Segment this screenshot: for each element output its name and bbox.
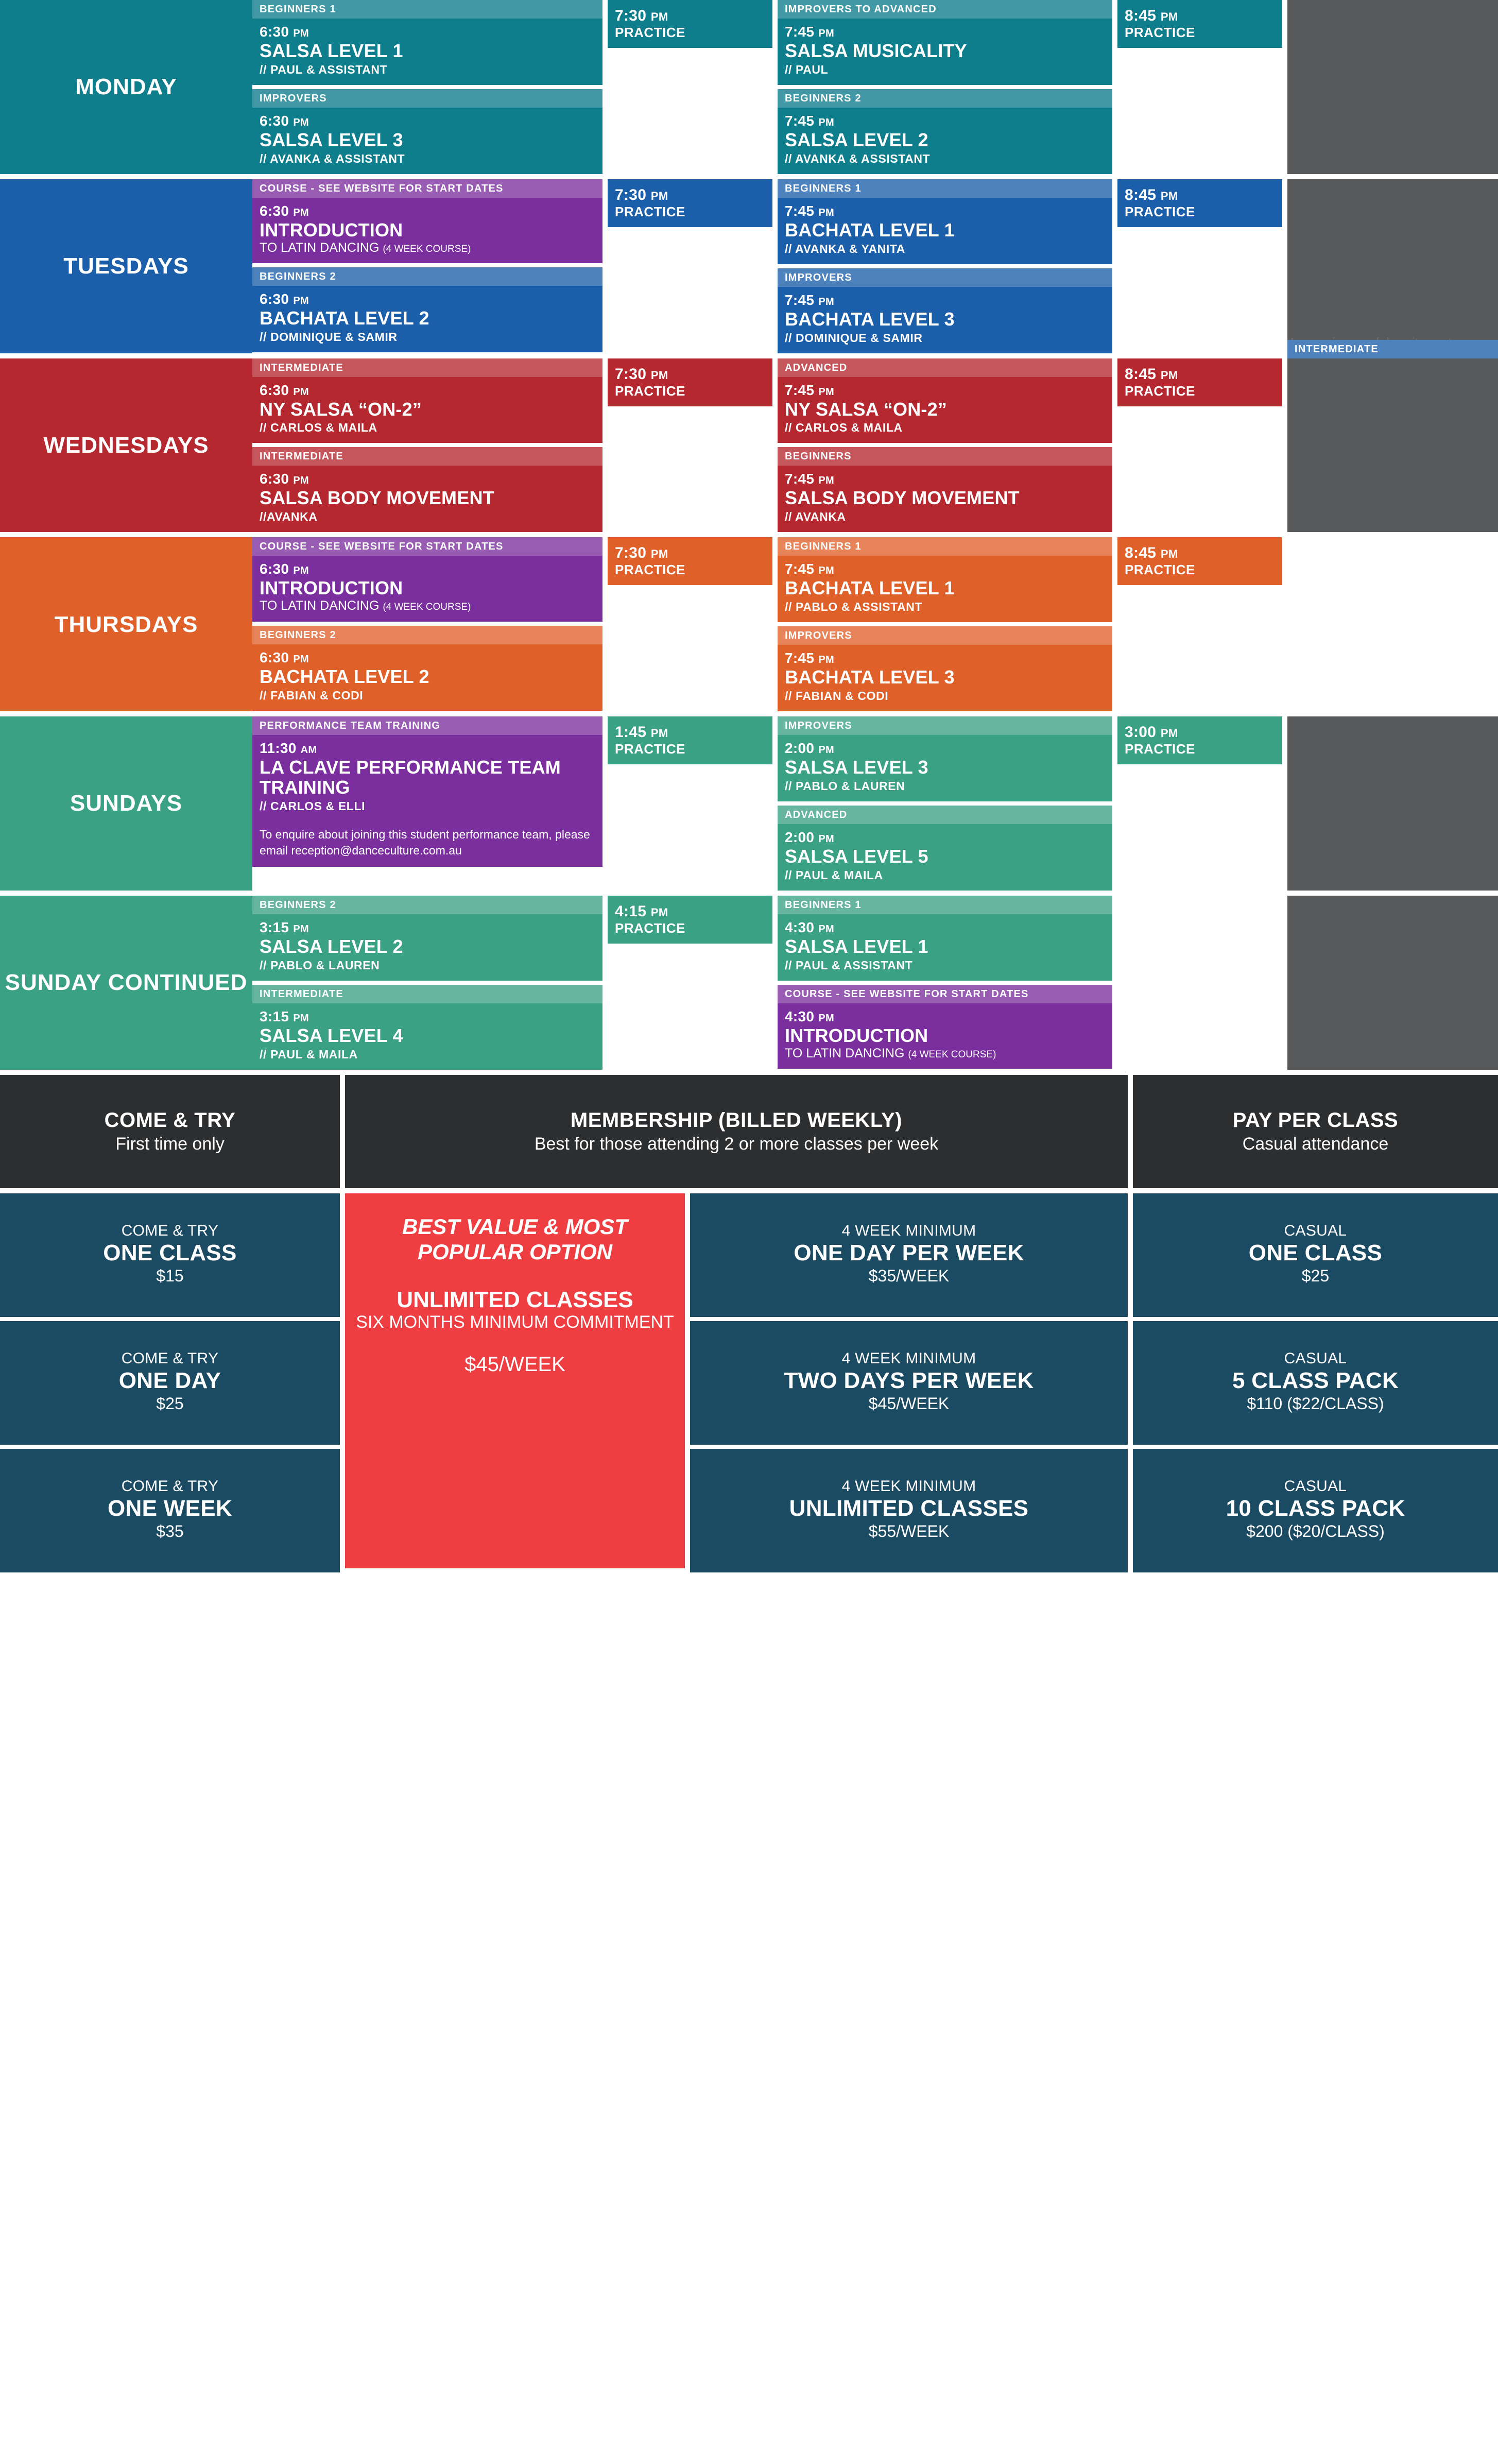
casual-column [1133, 1193, 1498, 1572]
class-card[interactable] [252, 985, 602, 1070]
class-time: 4:30 PM [785, 1008, 834, 1024]
class-card-body [778, 377, 1112, 443]
class-column-2 [778, 358, 1117, 533]
class-subtitle: TO LATIN DANCING (4 WEEK COURSE) [785, 1046, 996, 1060]
class-level-header: IMPROVERS [778, 626, 1112, 645]
practice-label: PRACTICE [615, 920, 685, 936]
class-instructors: // AVANKA [785, 510, 846, 524]
practice-time: 8:45 PM [1125, 544, 1178, 562]
class-subtitle: TO LATIN DANCING (4 WEEK COURSE) [260, 240, 471, 255]
class-title: LA CLAVE PERFORMANCE TEAM TRAINING [260, 757, 561, 798]
class-time: 3:15 PM [260, 1008, 309, 1024]
class-time: 6:30 PM [260, 202, 309, 219]
class-level-header: INTERMEDIATE [252, 358, 602, 377]
class-column-2 [778, 537, 1117, 711]
day-label-sunday-continued: SUNDAY CONTINUED [0, 896, 252, 1070]
class-card[interactable] [252, 626, 602, 711]
class-time: 6:30 PM [260, 291, 309, 307]
class-card-body [778, 735, 1112, 801]
practice-label: PRACTICE [1125, 203, 1195, 219]
class-card[interactable] [778, 0, 1112, 85]
class-title: BACHATA LEVEL 1 [785, 577, 955, 599]
pricing-header-subtitle: Casual attendance [1242, 1134, 1389, 1154]
price-amount: $25 [156, 1394, 184, 1413]
price-option[interactable] [690, 1449, 1128, 1572]
class-title: INTRODUCTION [785, 1024, 928, 1046]
come-and-try-column [0, 1193, 340, 1572]
membership-column [690, 1193, 1128, 1572]
price-amount: $200 ($20/CLASS) [1246, 1522, 1385, 1541]
practice-block[interactable] [608, 896, 772, 944]
class-time: 7:45 PM [785, 202, 834, 219]
class-title: NY SALSA “ON-2” [260, 398, 422, 420]
class-card-body [778, 19, 1112, 85]
practice-column-2 [1117, 179, 1287, 353]
class-title: SALSA LEVEL 4 [260, 1024, 403, 1046]
feature-price: $45/WEEK [464, 1353, 565, 1376]
practice-block[interactable] [608, 537, 772, 585]
class-title: SALSA MUSICALITY [785, 40, 967, 61]
price-option[interactable] [1133, 1449, 1498, 1572]
class-title: SALSA LEVEL 3 [260, 129, 403, 150]
class-title: BACHATA LEVEL 3 [785, 308, 955, 330]
pricing-header-2 [345, 1075, 1128, 1188]
price-option[interactable] [1133, 1193, 1498, 1317]
class-title: SALSA LEVEL 2 [785, 129, 928, 150]
class-level-header: BEGINNERS 1 [252, 0, 602, 19]
practice-label: PRACTICE [615, 741, 685, 757]
practice-label: PRACTICE [1125, 562, 1195, 578]
pricing-header-subtitle: Best for those attending 2 or more classes per week [534, 1134, 939, 1154]
class-level-header: PERFORMANCE TEAM TRAINING [252, 716, 602, 735]
feature-terms: SIX MONTHS MINIMUM COMMITMENT [356, 1312, 674, 1332]
practice-block[interactable] [1117, 716, 1282, 764]
class-card[interactable] [778, 537, 1112, 622]
practice-column-1 [608, 537, 778, 711]
filler-wrap [1287, 179, 1498, 353]
class-card[interactable] [778, 89, 1112, 174]
class-instructors: // FABIAN & CODI [785, 689, 889, 703]
class-title: SALSA BODY MOVEMENT [260, 487, 494, 509]
practice-column-1 [608, 896, 778, 1070]
class-card-body [252, 556, 602, 622]
class-level-header: IMPROVERS [252, 89, 602, 108]
class-level-header: IMPROVERS TO ADVANCED [778, 0, 1112, 19]
class-card[interactable] [252, 716, 602, 867]
feature-title: UNLIMITED CLASSES [397, 1287, 633, 1312]
price-kicker: CASUAL [1284, 1349, 1347, 1367]
price-name: 10 CLASS PACK [1226, 1495, 1405, 1521]
class-card[interactable] [778, 358, 1112, 443]
last-column [1287, 0, 1498, 174]
class-title: INTRODUCTION [260, 577, 403, 599]
day-row [0, 0, 1498, 179]
class-card-body [252, 644, 602, 711]
class-time: 6:30 PM [260, 649, 309, 665]
class-time: 7:45 PM [785, 650, 834, 666]
grey-filler [1287, 896, 1498, 1070]
class-card-body [252, 735, 602, 867]
class-column-2 [778, 179, 1117, 353]
class-time: 7:45 PM [785, 24, 834, 40]
class-card-body [252, 1003, 602, 1070]
class-card-body [778, 645, 1112, 711]
grey-filler [1287, 0, 1498, 174]
class-instructors: // PAUL & MAILA [785, 868, 883, 882]
day-body [252, 716, 1498, 891]
class-card[interactable] [778, 626, 1112, 711]
class-instructors: // AVANKA & YANITA [785, 242, 906, 255]
class-level-header: BEGINNERS 2 [252, 896, 602, 914]
class-column-2 [778, 896, 1117, 1070]
practice-time: 8:45 PM [1125, 186, 1178, 203]
price-kicker: COME & TRY [121, 1349, 219, 1367]
price-kicker: COME & TRY [121, 1477, 219, 1495]
practice-column-1 [608, 0, 778, 174]
feature-column [345, 1193, 685, 1572]
class-title: SALSA LEVEL 2 [260, 935, 403, 957]
class-instructors: // AVANKA & ASSISTANT [260, 151, 405, 165]
day-row [0, 716, 1498, 896]
class-card-body [778, 466, 1112, 532]
class-title: SALSA LEVEL 1 [785, 935, 928, 957]
class-level-header: BEGINNERS 2 [778, 89, 1112, 108]
class-level-header: COURSE - SEE WEBSITE FOR START DATES [252, 537, 602, 556]
last-column [1287, 537, 1498, 711]
day-label-sundays: SUNDAYS [0, 716, 252, 891]
practice-column-2 [1117, 896, 1287, 1070]
best-value-option[interactable] [345, 1193, 685, 1568]
class-time: 6:30 PM [260, 24, 309, 40]
class-card[interactable] [778, 985, 1112, 1069]
price-amount: $110 ($22/CLASS) [1247, 1394, 1384, 1413]
price-name: UNLIMITED CLASSES [789, 1495, 1029, 1521]
class-card-body [778, 1003, 1112, 1069]
pricing-header-subtitle: First time only [115, 1134, 225, 1154]
practice-column-1 [608, 716, 778, 891]
practice-block[interactable] [1117, 537, 1282, 585]
class-title: BACHATA LEVEL 2 [260, 665, 429, 687]
class-card[interactable] [252, 358, 602, 443]
pricing-header-title: MEMBERSHIP (BILLED WEEKLY) [570, 1108, 903, 1132]
practice-column-2 [1117, 0, 1287, 174]
class-level-header: BEGINNERS [778, 447, 1112, 466]
day-row [0, 179, 1498, 358]
last-column [1287, 179, 1498, 353]
price-amount: $35 [156, 1522, 184, 1541]
class-instructors: // PAUL [785, 62, 829, 76]
practice-block[interactable] [1117, 0, 1282, 48]
filler-wrap [1287, 716, 1498, 891]
class-column-1 [252, 537, 608, 711]
practice-block[interactable] [608, 179, 772, 227]
class-column-1 [252, 716, 608, 891]
practice-label: PRACTICE [615, 383, 685, 399]
price-name: ONE CLASS [1248, 1240, 1383, 1265]
price-amount: $55/WEEK [868, 1522, 950, 1541]
class-time: 2:00 PM [785, 829, 834, 845]
class-level-header: IMPROVERS [778, 716, 1112, 735]
practice-time: 7:30 PM [615, 7, 668, 24]
grey-filler [1287, 716, 1498, 891]
class-level-header: COURSE - SEE WEBSITE FOR START DATES [778, 985, 1112, 1003]
class-card-body [252, 466, 602, 532]
class-instructors: // PAUL & ASSISTANT [260, 62, 388, 76]
class-card-body [778, 824, 1112, 891]
last-column [1287, 896, 1498, 1070]
practice-time: 3:00 PM [1125, 724, 1178, 741]
class-title: INTRODUCTION [260, 219, 403, 241]
practice-time: 7:30 PM [615, 186, 668, 203]
class-card-body [778, 914, 1112, 981]
price-amount: $15 [156, 1267, 184, 1286]
class-title: SALSA LEVEL 1 [260, 40, 403, 61]
class-time: 6:30 PM [260, 112, 309, 129]
pricing-header-title: COME & TRY [104, 1108, 236, 1132]
class-instructors: // DOMINIQUE & SAMIR [785, 331, 923, 345]
class-column-1 [252, 896, 608, 1070]
practice-label: PRACTICE [1125, 383, 1195, 399]
practice-column-2 [1117, 537, 1287, 711]
class-card-body [778, 556, 1112, 622]
day-label-thursdays: THURSDAYS [0, 537, 252, 711]
practice-label: PRACTICE [615, 562, 685, 578]
class-instructors: // CARLOS & ELLI [260, 799, 366, 813]
day-body [252, 179, 1498, 353]
class-time: 4:30 PM [785, 919, 834, 935]
class-level-header: INTERMEDIATE [252, 985, 602, 1003]
price-option[interactable] [0, 1449, 340, 1572]
practice-label: PRACTICE [1125, 741, 1195, 757]
class-instructors: // PABLO & ASSISTANT [785, 600, 923, 614]
class-level-header: COURSE - SEE WEBSITE FOR START DATES [252, 179, 602, 198]
class-time: 7:45 PM [785, 112, 834, 129]
practice-block[interactable] [1117, 358, 1282, 406]
day-label-tuesdays: TUESDAYS [0, 179, 252, 353]
price-name: ONE CLASS [103, 1240, 237, 1265]
class-level-header: BEGINNERS 1 [778, 537, 1112, 556]
price-name: 5 CLASS PACK [1232, 1367, 1399, 1393]
class-time: 7:45 PM [785, 561, 834, 577]
price-kicker: 4 WEEK MINIMUM [841, 1477, 976, 1495]
class-instructors: //AVANKA [260, 510, 318, 524]
filler-wrap [1287, 0, 1498, 174]
practice-label: PRACTICE [615, 203, 685, 219]
price-name: TWO DAYS PER WEEK [784, 1367, 1034, 1393]
class-time: 3:15 PM [260, 919, 309, 935]
class-time: 7:45 PM [785, 382, 834, 398]
class-column-1 [252, 358, 608, 533]
class-card[interactable] [778, 179, 1112, 264]
price-option[interactable] [0, 1193, 340, 1317]
class-card-body [252, 19, 602, 85]
class-card-body [252, 108, 602, 174]
practice-time: 8:45 PM [1125, 365, 1178, 383]
class-instructors: // DOMINIQUE & SAMIR [260, 330, 398, 344]
class-title: SALSA LEVEL 3 [785, 757, 928, 778]
class-level-header: ADVANCED [778, 806, 1112, 824]
price-option[interactable] [0, 1321, 340, 1445]
practice-block[interactable] [1117, 179, 1282, 227]
day-label-monday: MONDAY [0, 0, 252, 174]
class-level-header: ADVANCED [778, 358, 1112, 377]
practice-block[interactable] [608, 0, 772, 48]
price-amount: $25 [1301, 1267, 1330, 1286]
class-time: 7:45 PM [785, 292, 834, 308]
price-name: ONE DAY [118, 1367, 221, 1393]
class-level-header: BEGINNERS 2 [252, 626, 602, 644]
class-title: BACHATA LEVEL 1 [785, 219, 955, 241]
filler-wrap [1287, 896, 1498, 1070]
class-level-header: IMPROVERS [778, 268, 1112, 287]
practice-time: 7:30 PM [615, 365, 668, 383]
price-kicker: 4 WEEK MINIMUM [841, 1349, 976, 1367]
class-note: To enquire about joining this student performance team, please email reception@danceculture.com.au [260, 827, 590, 857]
last-column [1287, 358, 1498, 533]
day-row [0, 358, 1498, 538]
class-title: NY SALSA “ON-2” [785, 398, 948, 420]
price-kicker: 4 WEEK MINIMUM [841, 1222, 976, 1239]
class-card[interactable] [778, 896, 1112, 981]
class-card[interactable] [252, 537, 602, 622]
price-kicker: CASUAL [1284, 1477, 1347, 1495]
class-time: 6:30 PM [260, 471, 309, 487]
day-body [252, 537, 1498, 711]
class-instructors: // CARLOS & MAILA [260, 421, 377, 435]
day-row [0, 896, 1498, 1075]
class-card[interactable] [252, 0, 602, 85]
day-body [252, 358, 1498, 533]
class-card-body [252, 377, 602, 443]
practice-column-1 [608, 179, 778, 353]
practice-time: 1:45 PM [615, 724, 668, 741]
day-row [0, 537, 1498, 716]
price-amount: $45/WEEK [868, 1394, 950, 1413]
class-time: 7:45 PM [785, 471, 834, 487]
price-option[interactable] [690, 1321, 1128, 1445]
practice-block[interactable] [608, 358, 772, 406]
class-instructors: // PAUL & ASSISTANT [785, 958, 913, 972]
class-card[interactable] [252, 896, 602, 981]
class-instructors: // FABIAN & CODI [260, 688, 364, 702]
class-title: BACHATA LEVEL 2 [260, 307, 429, 329]
class-card-body [778, 198, 1112, 264]
class-instructors: // CARLOS & MAILA [785, 421, 903, 435]
last-column [1287, 716, 1498, 891]
day-body [252, 0, 1498, 174]
class-card[interactable] [252, 179, 602, 264]
class-level-header: INTERMEDIATE [1287, 340, 1498, 358]
class-title: BACHATA LEVEL 3 [785, 666, 955, 688]
price-option[interactable] [690, 1193, 1128, 1317]
class-column-2 [778, 0, 1117, 174]
class-card[interactable] [252, 267, 602, 352]
practice-column-1 [608, 358, 778, 533]
class-card[interactable] [778, 447, 1112, 532]
pricing-header-1 [0, 1075, 340, 1188]
pricing-header-row [0, 1075, 1498, 1193]
price-kicker: COME & TRY [121, 1222, 219, 1239]
class-title: SALSA BODY MOVEMENT [785, 487, 1020, 509]
class-time: 6:30 PM [260, 561, 309, 577]
practice-column-2 [1117, 716, 1287, 891]
practice-column-2 [1117, 358, 1287, 533]
price-name: ONE DAY PER WEEK [794, 1240, 1024, 1265]
class-instructors: // PABLO & LAUREN [785, 779, 905, 793]
practice-time: 7:30 PM [615, 544, 668, 562]
class-card[interactable] [252, 447, 602, 532]
class-column-1 [252, 179, 608, 353]
class-column-1 [252, 0, 608, 174]
price-kicker: CASUAL [1284, 1222, 1347, 1239]
class-card-body [778, 287, 1112, 353]
class-level-header: INTERMEDIATE [252, 447, 602, 466]
practice-block[interactable] [608, 716, 772, 764]
price-option[interactable] [1133, 1321, 1498, 1445]
class-time: 11:30 AM [260, 740, 317, 756]
price-name: ONE WEEK [108, 1495, 232, 1521]
day-label-wednesdays: WEDNESDAYS [0, 358, 252, 533]
practice-time: 4:15 PM [615, 902, 668, 920]
class-card[interactable] [778, 806, 1112, 891]
feature-headline: BEST VALUE & MOST POPULAR OPTION [402, 1214, 628, 1264]
class-card-body [252, 914, 602, 981]
class-card-body [778, 108, 1112, 174]
class-level-header: BEGINNERS 2 [252, 267, 602, 286]
class-instructors: // PABLO & LAUREN [260, 958, 380, 972]
class-card[interactable] [778, 268, 1112, 353]
class-subtitle: TO LATIN DANCING (4 WEEK COURSE) [260, 598, 471, 613]
price-amount: $35/WEEK [868, 1267, 950, 1286]
day-body [252, 896, 1498, 1070]
class-title: SALSA LEVEL 5 [785, 845, 928, 867]
grey-filler [1287, 358, 1498, 533]
practice-time: 8:45 PM [1125, 7, 1178, 24]
class-time: 6:30 PM [260, 382, 309, 398]
class-level-header: BEGINNERS 1 [778, 179, 1112, 198]
grey-filler [1287, 179, 1498, 353]
pricing-header-3 [1133, 1075, 1498, 1188]
filler-wrap [1287, 358, 1498, 533]
class-instructors: // AVANKA & ASSISTANT [785, 151, 931, 165]
class-column-2 [778, 716, 1117, 891]
class-card-body [252, 286, 602, 352]
class-card[interactable] [252, 89, 602, 174]
class-instructors: // PAUL & MAILA [260, 1047, 358, 1061]
class-level-header: BEGINNERS 1 [778, 896, 1112, 914]
class-card-body [252, 198, 602, 264]
pricing-body-row [0, 1193, 1498, 1572]
practice-label: PRACTICE [1125, 25, 1195, 40]
class-time: 2:00 PM [785, 740, 834, 756]
class-card[interactable] [778, 716, 1112, 801]
practice-label: PRACTICE [615, 25, 685, 40]
pricing-header-title: PAY PER CLASS [1232, 1108, 1399, 1132]
